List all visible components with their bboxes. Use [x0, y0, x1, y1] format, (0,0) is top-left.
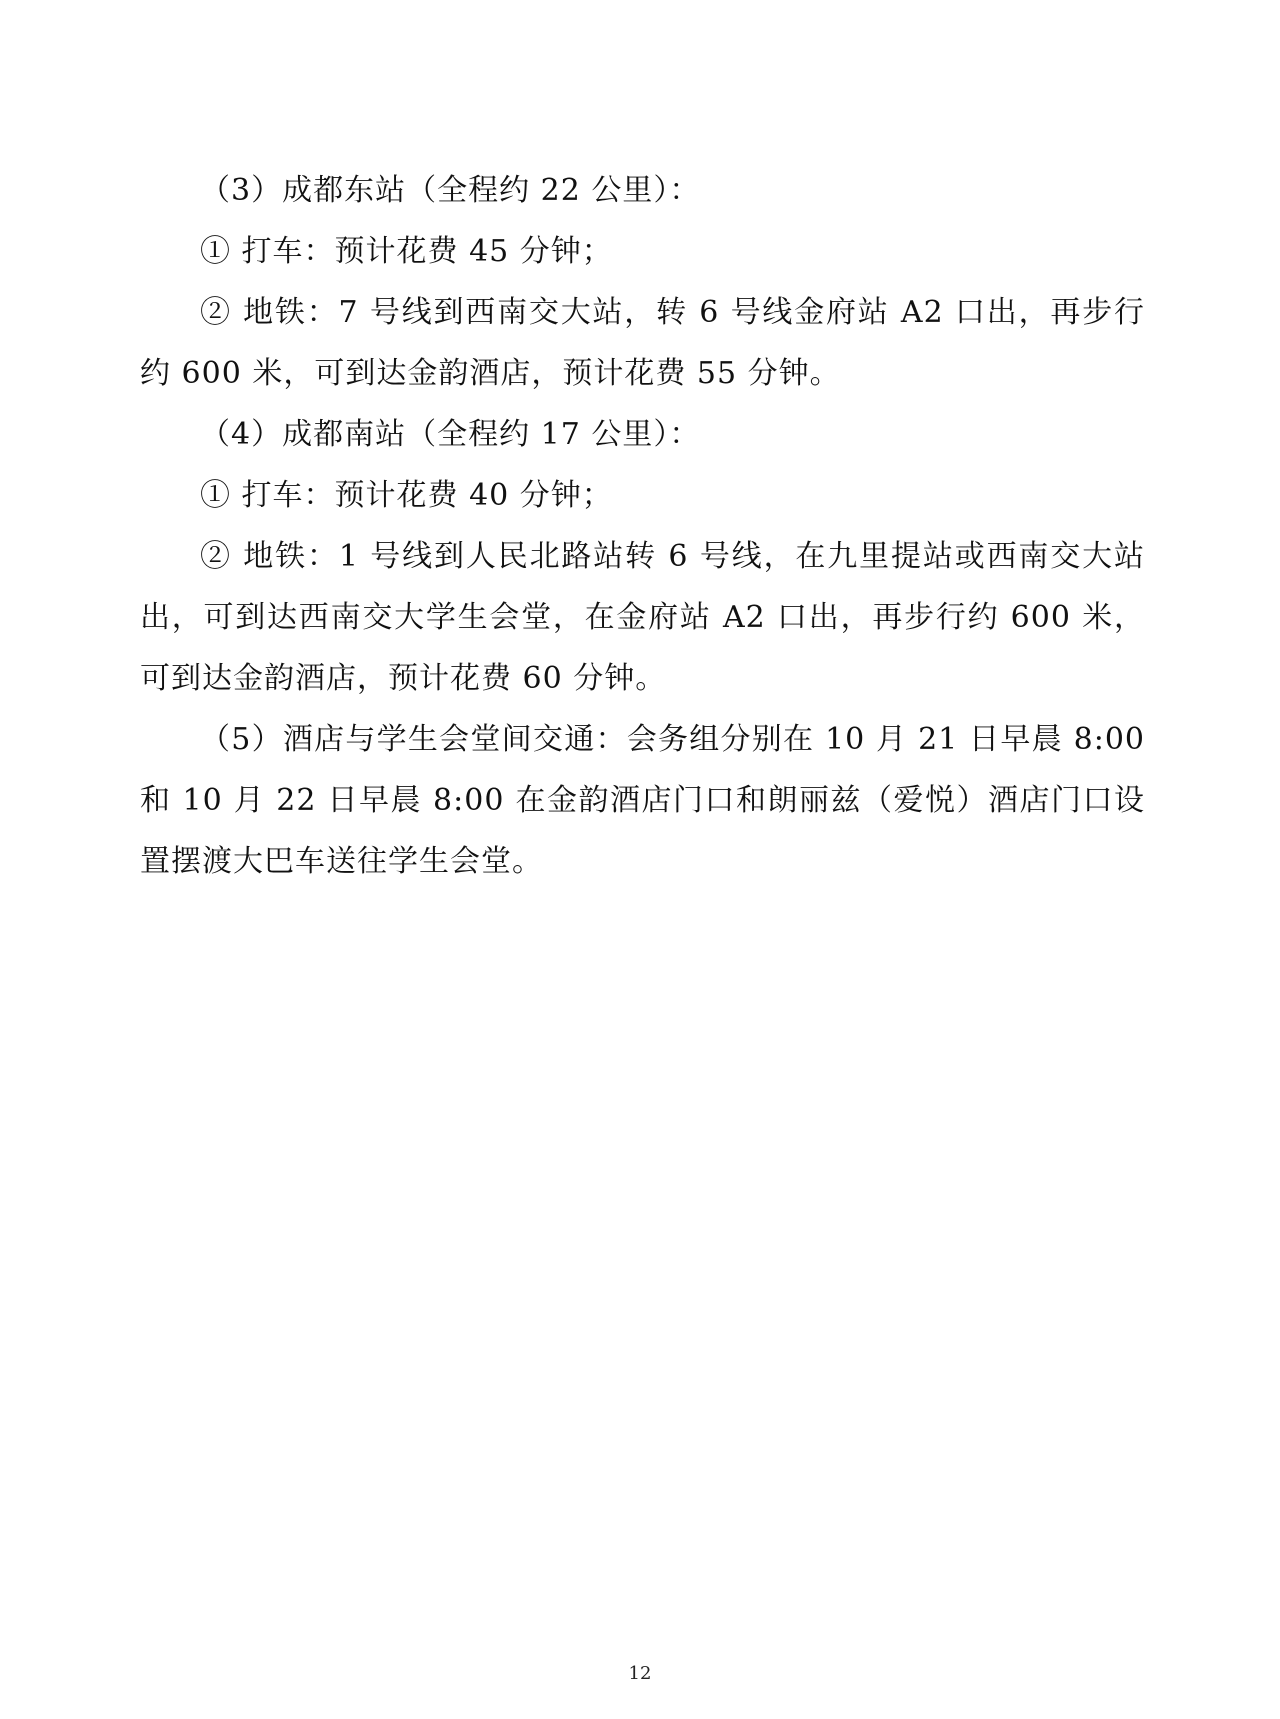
list-item-east-taxi: ① 打车：预计花费 45 分钟； — [200, 234, 613, 269]
document-body — [140, 160, 1145, 892]
list-item-south-taxi: ① 打车：预计花费 40 分钟； — [200, 478, 613, 513]
section-hotel-shuttle: （5）酒店与学生会堂间交通：会务组分别在 10 月 21 日早晨 8:00 和 10 月 22 日早晨 8:00 在金韵酒店门口和朗丽兹（爱悦）酒店门口设置摆渡大巴车送往学生会堂。 — [140, 722, 1145, 879]
list-item-south-metro: ② 地铁：1 号线到人民北路站转 6 号线，在九里提站或西南交大站出，可到达西南交大学生会堂，在金府站 A2 口出，再步行约 600 米，可到达金韵酒店，预计花费 60 分钟。 — [140, 539, 1145, 696]
section-heading-chengdu-east: （3）成都东站（全程约 22 公里）： — [200, 173, 701, 208]
section-heading-chengdu-south: （4）成都南站（全程约 17 公里）： — [200, 417, 701, 452]
list-item-east-metro: ② 地铁：7 号线到西南交大站，转 6 号线金府站 A2 口出，再步行约 600 米，可到达金韵酒店，预计花费 55 分钟。 — [140, 295, 1145, 391]
page-number: 12 — [628, 1663, 652, 1684]
